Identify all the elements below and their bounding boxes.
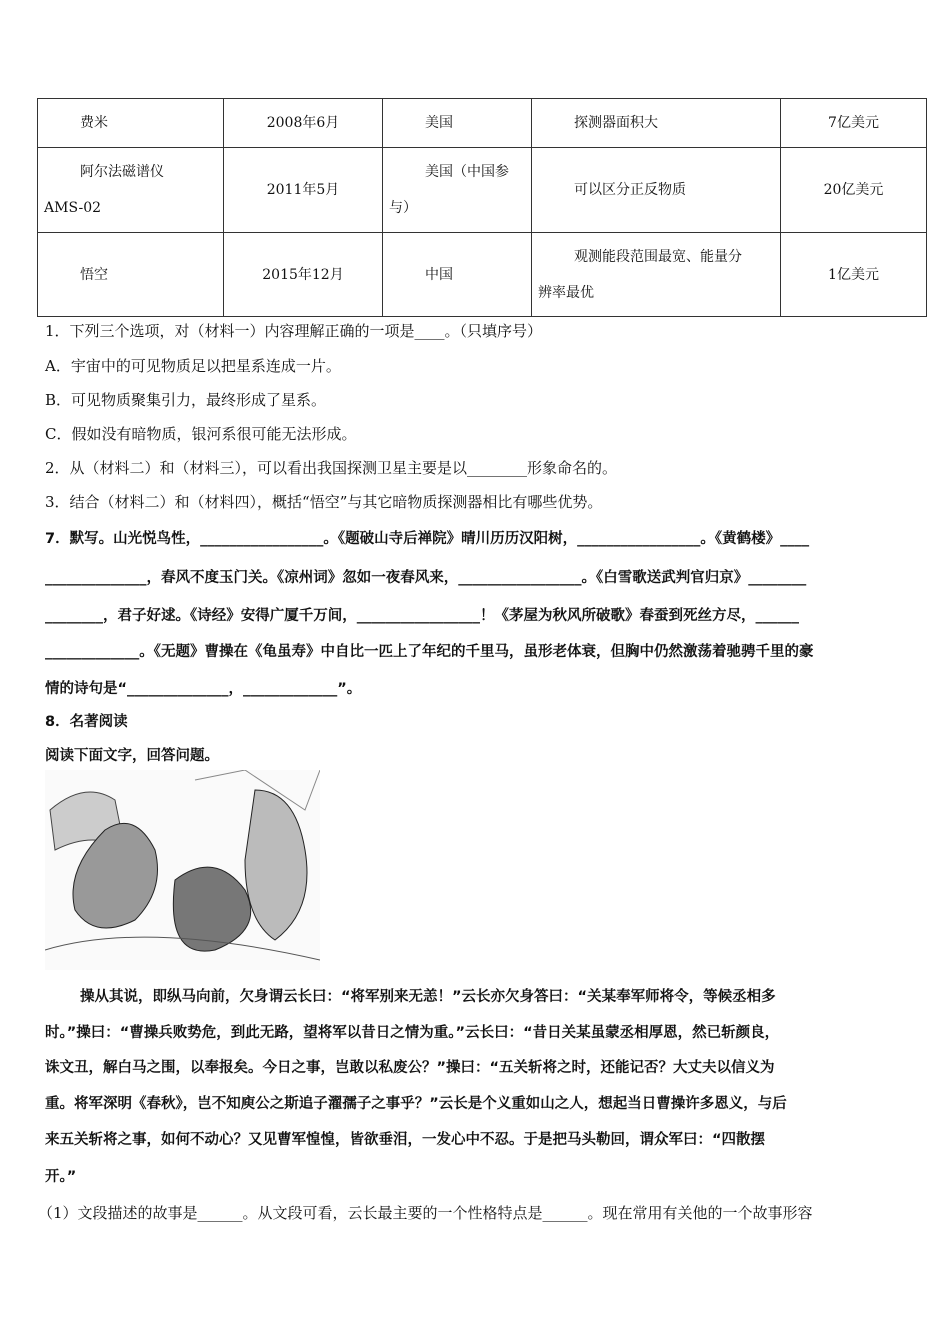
name-line: 阿尔法磁谱仪 [80,164,164,180]
passage-line: 开。” [45,1169,77,1185]
option-a: A．宇宙中的可见物质足以把星系连成一片。 [45,357,341,375]
cell-feature: 可以区分正反物质 [532,148,781,233]
option-c: C．假如没有暗物质，银河系很可能无法形成。 [45,425,357,443]
sub-question-1: （1）文段描述的故事是______。从文段可看，云长最主要的一个性格特点是______。现在常用有关他的一个故事形容 [38,1204,813,1222]
q7-line: 7．默写。山光悦鸟性，_________________。《题破山寺后禅院》晴川历历汉阳树，_________________。《黄鹤楼》____ [45,531,810,547]
q8-instruction: 阅读下面文字，回答问题。 [45,748,219,764]
country-line: 与） [389,200,417,216]
q7-line: 情的诗句是“______________，_____________”。 [45,681,362,697]
question-1: 1．下列三个选项，对（材料一）内容理解正确的一项是____。（只填序号） [45,322,543,340]
cell-country [383,148,532,233]
country-line: 美国（中国参 [425,164,509,180]
name-line: AMS-02 [44,200,102,216]
detector-table [37,98,927,317]
cell-country: 中国 [383,233,532,317]
q7-line: ______________，春风不度玉门关。《凉州词》忽如一夜春风来，_________________。《白雪歌送武判官归京》________ [45,570,807,586]
question-2: 2．从（材料二）和（材料三），可以看出我国探测卫星主要是以________形象命名的。 [45,459,618,477]
q8-title: 8．名著阅读 [45,714,128,730]
q7-line: ________，君子好逑。《诗经》安得广厦千万间，_________________！《茅屋为秋风所破歌》春蚕到死丝方尽，______ [45,608,799,624]
cell-date: 2011年5月 [224,148,383,233]
cell-cost: 1亿美元 [781,233,927,317]
q7-line: _____________。《无题》曹操在《龟虽寿》中自比一匹上了年纪的千里马，虽形老体衰，但胸中仍然激荡着驰骋千里的豪 [45,644,814,660]
illustration-guan-yu-cao-cao [45,770,320,970]
passage-line: 诛文丑，解白马之围，以奉报矣。今日之事，岂敢以私废公？”操曰：“五关斩将之时，还能记否？大丈夫以信义为 [45,1060,775,1076]
question-3: 3．结合（材料二）和（材料四），概括“悟空”与其它暗物质探测器相比有哪些优势。 [45,493,603,511]
cell-name [38,148,224,233]
table-row [38,148,927,233]
cell-name: 费米 [38,99,224,148]
passage-line: 操从其说，即纵马向前，欠身谓云长曰：“将军别来无恙！”云长亦欠身答曰：“关某奉军师将令，等候丞相多 [80,989,776,1005]
cell-date: 2008年6月 [224,99,383,148]
cell-cost: 20亿美元 [781,148,927,233]
feature-line: 辨率最优 [538,284,594,301]
passage-line: 时。”操曰：“曹操兵败势危，到此无路，望将军以昔日之情为重。”云长曰：“昔日关某虽蒙丞相厚恩，然已斩颜良， [45,1025,780,1041]
cell-feature [532,233,781,317]
table-row [38,233,927,317]
passage-line: 重。将军深明《春秋》，岂不知庾公之斯追子濯孺子之事乎？”云长是个义重如山之人，想起当日曹操许多恩义，与后 [45,1096,787,1112]
table-row [38,99,927,148]
feature-line: 观测能段范围最宽、能量分 [574,248,742,265]
cell-name: 悟空 [38,233,224,317]
cell-date: 2015年12月 [224,233,383,317]
cell-cost: 7亿美元 [781,99,927,148]
passage-line: 来五关斩将之事，如何不动心？又见曹军惶惶，皆欲垂泪，一发心中不忍。于是把马头勒回，谓众军曰：“四散摆 [45,1132,766,1148]
option-b: B．可见物质聚集引力，最终形成了星系。 [45,391,327,409]
cell-feature: 探测器面积大 [532,99,781,148]
cell-country: 美国 [383,99,532,148]
